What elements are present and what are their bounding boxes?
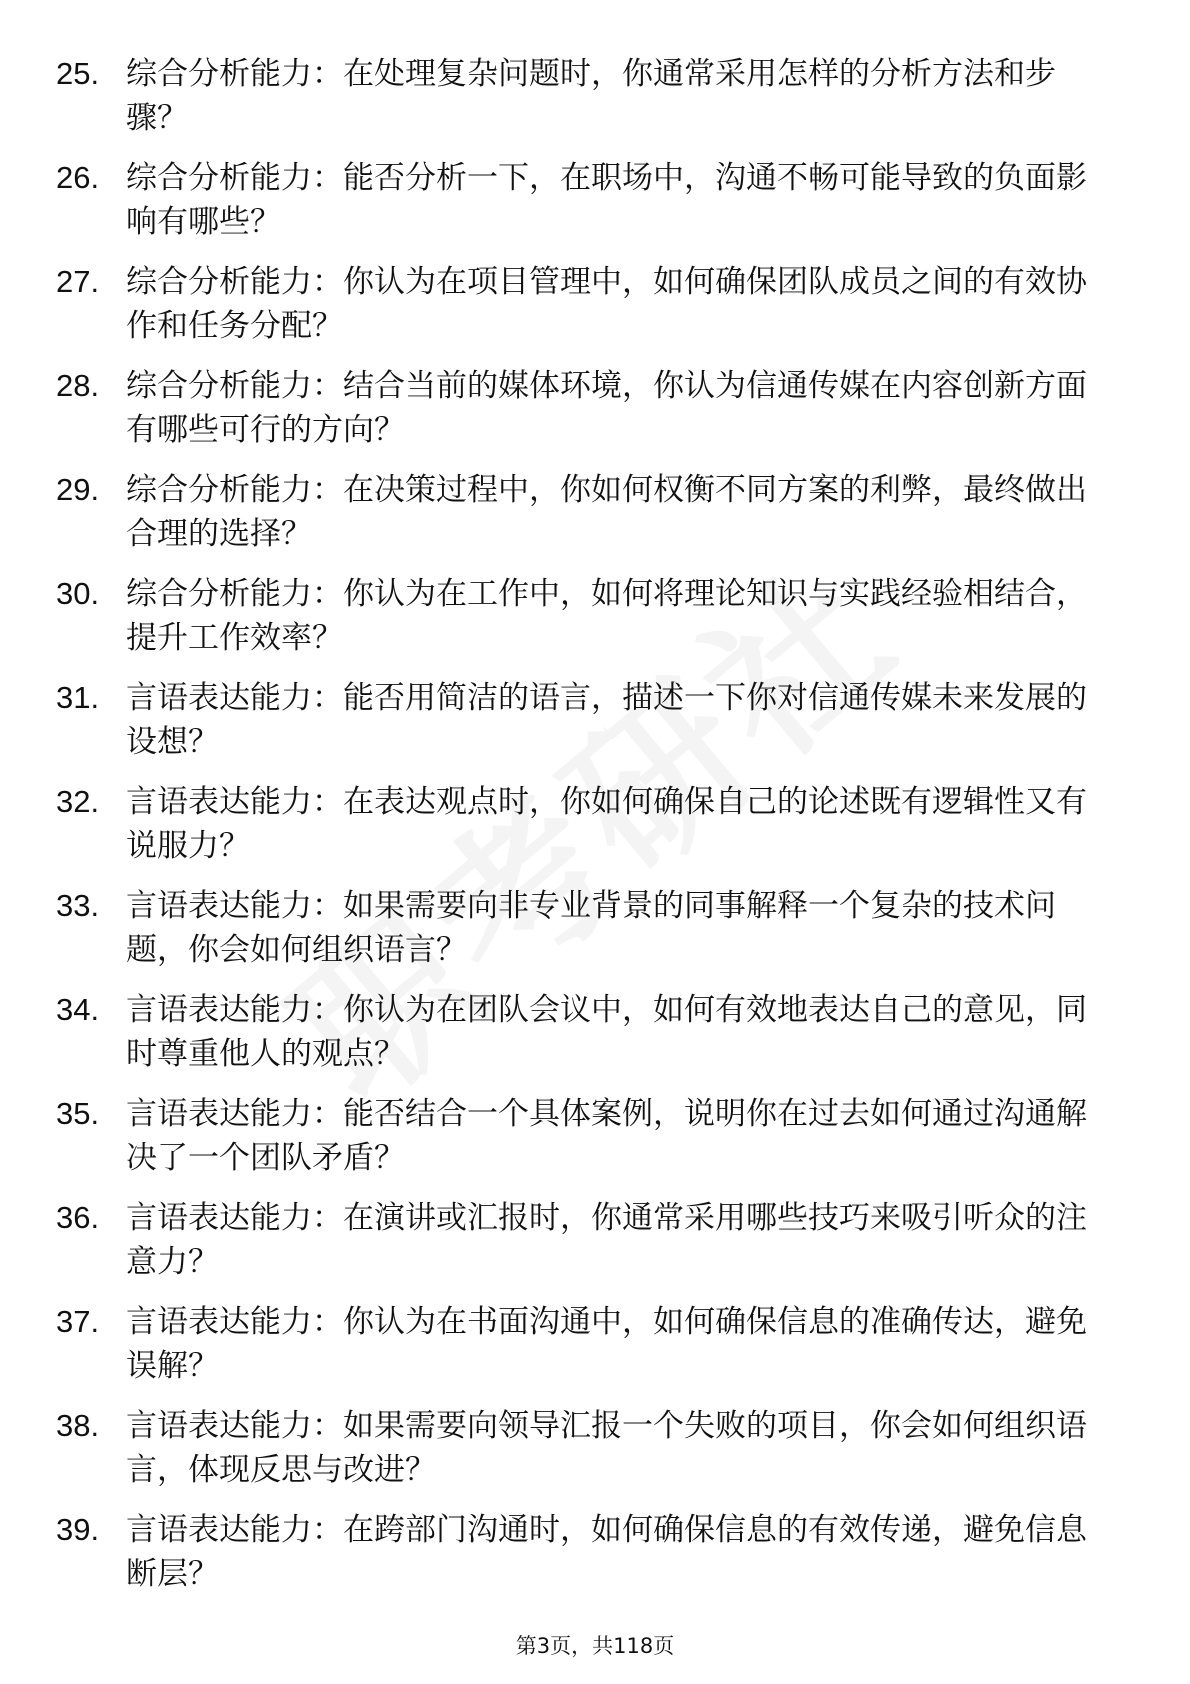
question-text: 言语表达能力：能否用简洁的语言，描述一下你对信通传媒未来发展的设想？ xyxy=(126,680,1087,760)
question-text: 言语表达能力：你认为在团队会议中，如何有效地表达自己的意见，同时尊重他人的观点？ xyxy=(126,992,1087,1072)
question-number: 31. xyxy=(56,680,100,715)
list-item xyxy=(0,1300,1190,1404)
question-text: 言语表达能力：在表达观点时，你如何确保自己的论述既有逻辑性又有说服力？ xyxy=(126,784,1087,864)
question-number: 28. xyxy=(56,368,100,403)
list-item xyxy=(0,260,1190,364)
question-number: 35. xyxy=(56,1096,100,1131)
question-text: 言语表达能力：如果需要向领导汇报一个失败的项目，你会如何组织语言，体现反思与改进？ xyxy=(126,1408,1087,1488)
question-number: 33. xyxy=(56,888,100,923)
question-text: 言语表达能力：你认为在书面沟通中，如何确保信息的准确传达，避免误解？ xyxy=(126,1304,1087,1384)
question-text: 言语表达能力：如果需要向非专业背景的同事解释一个复杂的技术问题，你会如何组织语言？ xyxy=(126,888,1056,968)
question-text: 言语表达能力：在跨部门沟通时，如何确保信息的有效传递，避免信息断层？ xyxy=(126,1512,1087,1592)
question-number: 38. xyxy=(56,1408,100,1443)
question-text: 综合分析能力：在处理复杂问题时，你通常采用怎样的分析方法和步骤？ xyxy=(126,56,1056,136)
list-item xyxy=(0,676,1190,780)
question-number: 27. xyxy=(56,264,100,299)
list-item xyxy=(0,52,1190,156)
list-item xyxy=(0,572,1190,676)
list-item xyxy=(0,1508,1190,1612)
question-number: 29. xyxy=(56,472,100,507)
question-number: 30. xyxy=(56,576,100,611)
list-item xyxy=(0,1196,1190,1300)
page-number-label: 第3页，共118页 xyxy=(515,1634,675,1658)
question-number: 26. xyxy=(56,160,100,195)
list-item xyxy=(0,884,1190,988)
question-number: 36. xyxy=(56,1200,100,1235)
question-number: 32. xyxy=(56,784,100,819)
question-text: 言语表达能力：能否结合一个具体案例，说明你在过去如何通过沟通解决了一个团队矛盾？ xyxy=(126,1096,1087,1176)
question-text: 综合分析能力：结合当前的媒体环境，你认为信通传媒在内容创新方面有哪些可行的方向？ xyxy=(126,368,1087,448)
question-number: 25. xyxy=(56,56,100,91)
question-number: 37. xyxy=(56,1304,100,1339)
list-item xyxy=(0,1404,1190,1508)
question-number: 39. xyxy=(56,1512,100,1547)
question-text: 综合分析能力：你认为在项目管理中，如何确保团队成员之间的有效协作和任务分配？ xyxy=(126,264,1087,344)
list-item xyxy=(0,156,1190,260)
list-item xyxy=(0,988,1190,1092)
list-item xyxy=(0,1092,1190,1196)
question-list xyxy=(0,52,1190,1612)
question-number: 34. xyxy=(56,992,100,1027)
list-item xyxy=(0,364,1190,468)
question-text: 综合分析能力：你认为在工作中，如何将理论知识与实践经验相结合，提升工作效率？ xyxy=(126,576,1087,656)
list-item xyxy=(0,468,1190,572)
question-text: 言语表达能力：在演讲或汇报时，你通常采用哪些技巧来吸引听众的注意力？ xyxy=(126,1200,1087,1280)
page-footer xyxy=(0,1630,1190,1660)
question-text: 综合分析能力：能否分析一下，在职场中，沟通不畅可能导致的负面影响有哪些？ xyxy=(126,160,1087,240)
question-text: 综合分析能力：在决策过程中，你如何权衡不同方案的利弊，最终做出合理的选择？ xyxy=(126,472,1087,552)
list-item xyxy=(0,780,1190,884)
